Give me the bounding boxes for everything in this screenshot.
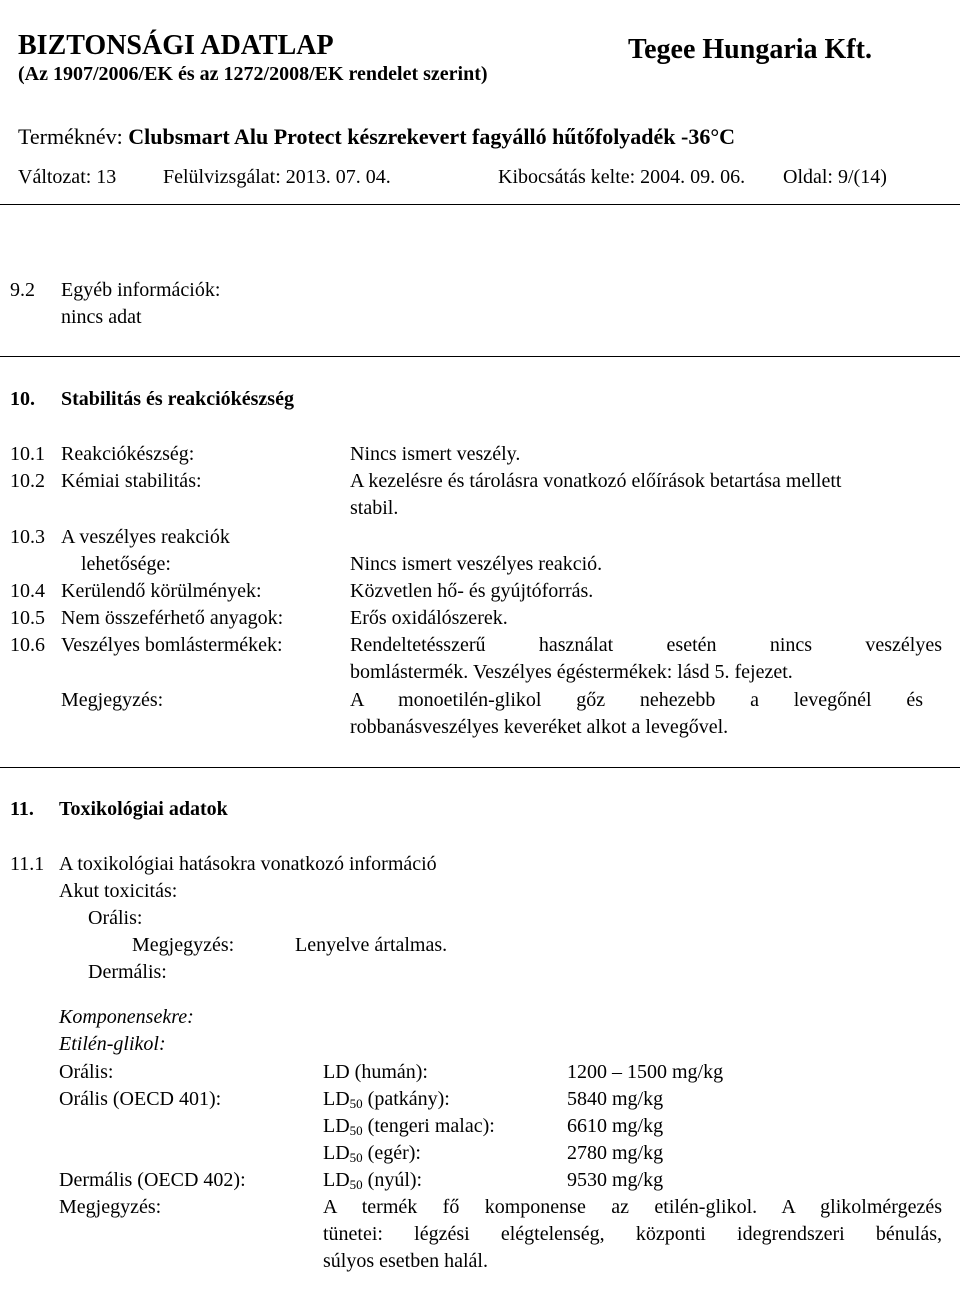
table-ld: $LD_{50}$ (patkány): — [323, 1088, 450, 1111]
table-value: 2780 mg/kg — [567, 1142, 664, 1164]
item-number: 10.6 — [10, 634, 45, 656]
item-number: 10.2 — [10, 470, 45, 492]
item-number: 10.1 — [10, 443, 45, 465]
item-value: Nincs ismert veszélyes reakció. — [350, 553, 603, 575]
item-value: Nincs ismert veszély. — [350, 443, 521, 465]
product-label: Terméknév: — [18, 124, 123, 149]
component-name: Etilén-glikol: — [59, 1033, 166, 1055]
table-ld: $LD_{50}$ (egér): — [323, 1142, 421, 1165]
item-label: Nem összeférhető anyagok: — [61, 607, 284, 629]
item-label: Kerülendő körülmények: — [61, 580, 262, 602]
issue-date: Kibocsátás kelte: 2004. 09. 06. — [498, 166, 746, 188]
item-value: Erős oxidálószerek. — [350, 607, 508, 629]
subsection-number: 11.1 — [10, 853, 45, 875]
section-9-2-value: nincs adat — [61, 306, 142, 328]
product-name: Clubsmart Alu Protect készrekevert fagyálló hűtőfolyadék -36°C — [128, 124, 736, 149]
section-11-title: Toxikológiai adatok — [59, 798, 228, 820]
page-number: Oldal: 9/(14) — [783, 166, 887, 188]
company-name: Tegee Hungaria Kft. — [628, 34, 872, 65]
item-label: Veszélyes bomlástermékek: — [61, 634, 283, 656]
acute-toxicity-label: Akut toxicitás: — [59, 880, 178, 902]
document-title: BIZTONSÁGI ADATLAP — [18, 30, 334, 61]
table-value: 9530 mg/kg — [567, 1169, 664, 1191]
table-value: 5840 mg/kg — [567, 1088, 664, 1110]
section-divider — [0, 767, 960, 768]
final-note-line: súlyos esetben halál. — [323, 1250, 488, 1272]
table-ld: $LD_{50}$ (nyúl): — [323, 1169, 423, 1192]
item-value-continued: bomlástermék. Veszélyes égéstermékek: lásd 5. fejezet. — [350, 661, 793, 683]
item-label: Reakciókészség: — [61, 443, 195, 465]
version: Változat: 13 — [18, 166, 117, 188]
table-ld: $LD_{50}$ (tengeri malac): — [323, 1115, 495, 1138]
oral-label: Orális: — [88, 907, 143, 929]
table-route: Orális: — [59, 1061, 114, 1083]
final-note-label: Megjegyzés: — [59, 1196, 162, 1218]
table-ld: LD (humán): — [323, 1061, 428, 1083]
item-number: 10.4 — [10, 580, 45, 602]
section-9-2-number: 9.2 — [10, 279, 35, 301]
section-divider — [0, 356, 960, 357]
item-number: 10.3 — [10, 526, 45, 548]
components-label: Komponensekre: — [59, 1006, 194, 1028]
section-11-number: 11. — [10, 798, 34, 820]
item-value-continued: stabil. — [350, 497, 399, 519]
table-route: Dermális (OECD 402): — [59, 1169, 246, 1191]
note-label: Megjegyzés: — [132, 934, 235, 956]
table-route: Orális (OECD 401): — [59, 1088, 222, 1110]
table-value: 1200 – 1500 mg/kg — [567, 1061, 724, 1083]
item-label-continued: lehetősége: — [81, 553, 171, 575]
revision-date: Felülvizsgálat: 2013. 07. 04. — [163, 166, 391, 188]
item-label: A veszélyes reakciók — [61, 526, 230, 548]
subsection-title: A toxikológiai hatásokra vonatkozó információ — [59, 853, 437, 875]
item-value: Rendeltetésszerű használat esetén nincs veszélyes — [350, 634, 942, 656]
item-label: Kémiai stabilitás: — [61, 470, 202, 492]
section-10-title: Stabilitás és reakciókészség — [61, 388, 294, 410]
document-subtitle: (Az 1907/2006/EK és az 1272/2008/EK rendelet szerint) — [18, 63, 488, 85]
note-value: A monoetilén-glikol gőz nehezebb a levegőnél és — [350, 689, 923, 711]
item-number: 10.5 — [10, 607, 45, 629]
section-10-number: 10. — [10, 388, 35, 410]
item-value: Közvetlen hő- és gyújtóforrás. — [350, 580, 594, 602]
note-label: Megjegyzés: — [61, 689, 164, 711]
product-row — [18, 123, 735, 151]
note-value-continued: robbanásveszélyes keveréket alkot a levegővel. — [350, 716, 729, 738]
table-value: 6610 mg/kg — [567, 1115, 664, 1137]
item-value: A kezelésre és tárolásra vonatkozó előírások betartása mellett — [350, 470, 842, 492]
section-9-2-label: Egyéb információk: — [61, 279, 221, 301]
note-value: Lenyelve ártalmas. — [295, 934, 448, 956]
header-divider — [0, 204, 960, 205]
final-note-line: tünetei: légzési elégtelenség, központi idegrendszeri bénulás, — [323, 1223, 942, 1245]
final-note-line: A termék fő komponense az etilén-glikol. A glikolmérgezés — [323, 1196, 942, 1218]
dermal-label: Dermális: — [88, 961, 167, 983]
